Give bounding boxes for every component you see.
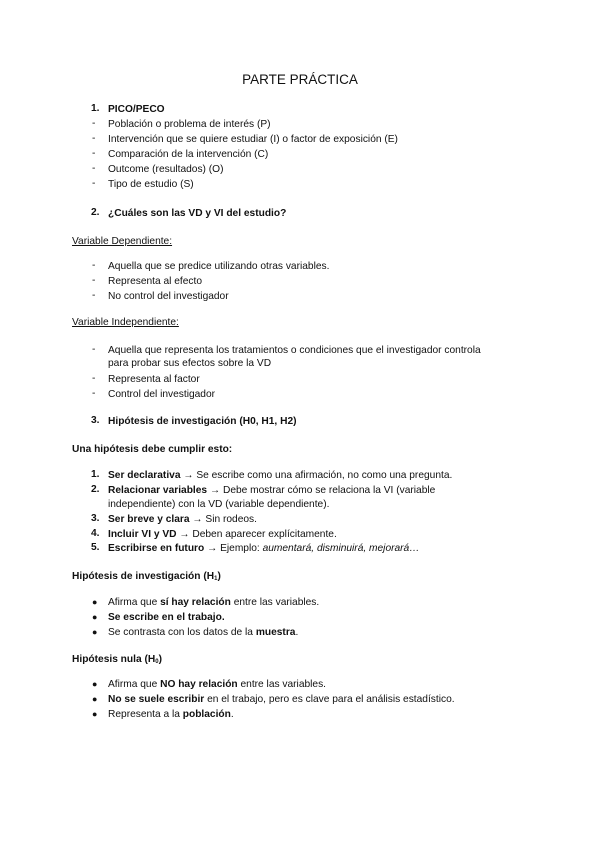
h1-heading: Hipótesis de investigación $(H_1)$	[72, 571, 221, 582]
bullet-item: No se suele escribir en el trabajo, pero es clave para el análisis estadístico.	[108, 694, 455, 705]
section-heading-hipotesis: Hipótesis de investigación (H0, H1, H2)	[108, 416, 297, 427]
page-title: PARTE PRÁCTICA	[242, 72, 358, 87]
section-heading-vd-vi: ¿Cuáles son las VD y VI del estudio?	[108, 208, 287, 219]
dash-bullet: -	[92, 118, 96, 129]
item-number: 3.	[91, 513, 100, 524]
list-item: Tipo de estudio (S)	[108, 179, 194, 190]
dash-bullet: -	[92, 275, 96, 286]
bullet-item: Afirma que NO hay relación entre las variables.	[108, 679, 327, 690]
list-item: Aquella que representa los tratamientos o condiciones que el investigador controla	[108, 345, 481, 356]
list-item: Representa al efecto	[108, 276, 203, 287]
dash-bullet: -	[92, 133, 96, 144]
bullet-item: Se contrasta con los datos de la muestra.	[108, 627, 299, 638]
bullet-dot: ●	[92, 627, 98, 637]
bullet-dot: ●	[92, 612, 98, 622]
list-item: Población o problema de interés (P)	[108, 119, 271, 130]
dash-bullet: -	[92, 163, 96, 174]
variable-independiente-label: Variable Independiente:	[72, 317, 179, 328]
dash-bullet: -	[92, 388, 96, 399]
numbered-item: Ser breve y clara → Sin rodeos.	[108, 514, 257, 525]
bullet-dot: ●	[92, 709, 98, 719]
list-item-continuation: para probar sus efectos sobre la VD	[108, 358, 272, 369]
numbered-item: Relacionar variables → Debe mostrar cómo se relaciona la VI (variable	[108, 485, 436, 496]
dash-bullet: -	[92, 344, 96, 355]
item-number: 1.	[91, 469, 100, 480]
item-number: 4.	[91, 528, 100, 539]
list-item: Comparación de la intervención (C)	[108, 149, 269, 160]
bullet-dot: ●	[92, 597, 98, 607]
cumplir-heading: Una hipótesis debe cumplir esto:	[72, 444, 233, 455]
numbered-item: Escribirse en futuro → Ejemplo: aumentará, disminuirá, mejorará…	[108, 543, 420, 554]
list-item: Outcome (resultados) (O)	[108, 164, 224, 175]
bullet-item: Representa a la población.	[108, 709, 234, 720]
h0-heading: Hipótesis nula $(H_0)$	[72, 654, 162, 665]
item-number: 2.	[91, 484, 100, 495]
bullet-dot: ●	[92, 679, 98, 689]
list-item: Representa al factor	[108, 374, 200, 385]
bullet-dot: ●	[92, 694, 98, 704]
numbered-item: Incluir VI y VD → Deben aparecer explícitamente.	[108, 529, 337, 540]
section-number: 1.	[91, 103, 100, 114]
item-number: 5.	[91, 542, 100, 553]
numbered-item-continuation: independiente) con la VD (variable dependiente).	[108, 499, 330, 510]
section-heading-pico: PICO/PECO	[108, 104, 165, 115]
variable-dependiente-label: Variable Dependiente:	[72, 236, 173, 247]
section-number: 2.	[91, 207, 100, 218]
dash-bullet: -	[92, 290, 96, 301]
bullet-item: Afirma que sí hay relación entre las variables.	[108, 597, 320, 608]
dash-bullet: -	[92, 178, 96, 189]
section-number: 3.	[91, 415, 100, 426]
list-item: No control del investigador	[108, 291, 229, 302]
dash-bullet: -	[92, 260, 96, 271]
list-item: Intervención que se quiere estudiar (I) o factor de exposición (E)	[108, 134, 398, 145]
dash-bullet: -	[92, 148, 96, 159]
dash-bullet: -	[92, 373, 96, 384]
list-item: Aquella que se predice utilizando otras variables.	[108, 261, 330, 272]
list-item: Control del investigador	[108, 389, 216, 400]
numbered-item: Ser declarativa → Se escribe como una afirmación, no como una pregunta.	[108, 470, 453, 481]
bullet-item: Se escribe en el trabajo.	[108, 612, 225, 623]
